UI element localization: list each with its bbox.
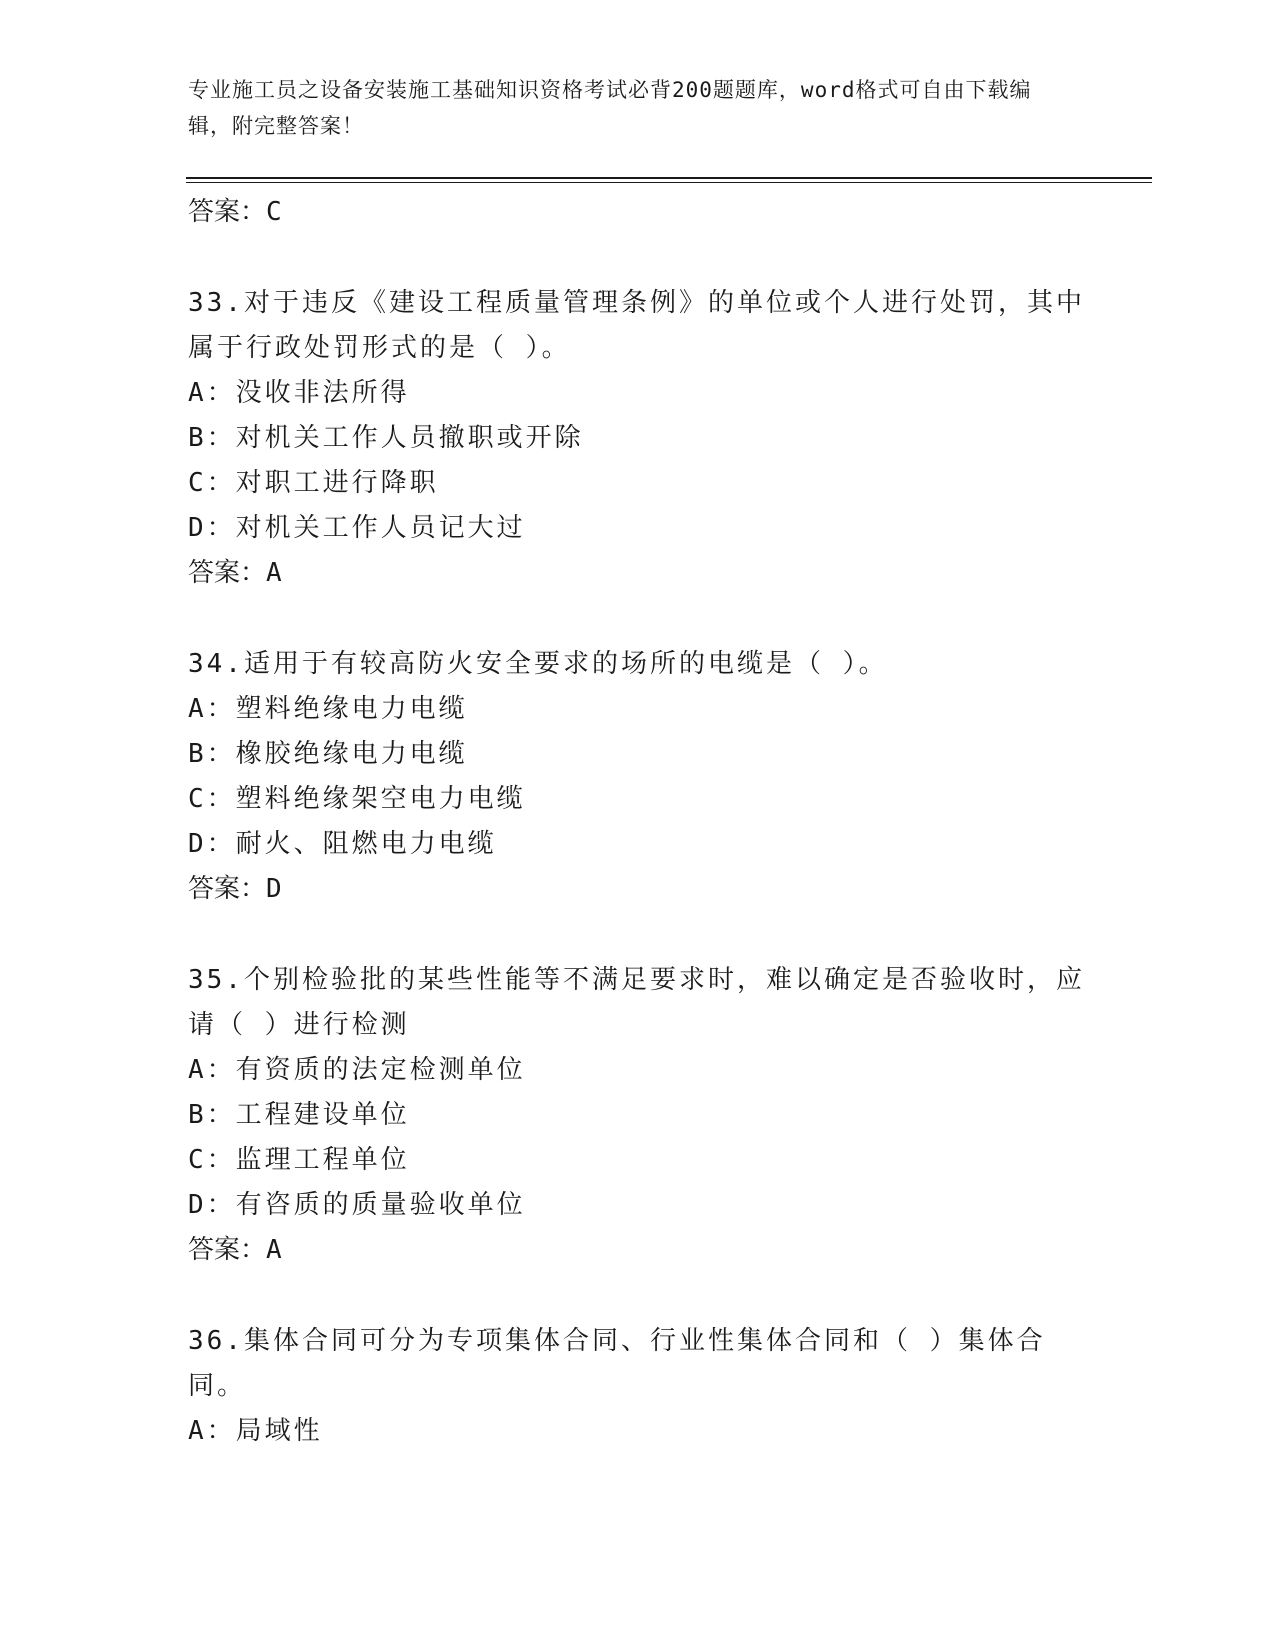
option-a: A：有资质的法定检测单位 <box>188 1055 526 1085</box>
option-b: B：工程建设单位 <box>188 1100 410 1130</box>
document-body <box>188 190 1088 1454</box>
question-text: 35.个别检验批的某些性能等不满足要求时，难以确定是否验收时，应请（ ）进行检测 <box>188 965 1085 1040</box>
answer-line <box>188 1228 1088 1273</box>
answer-label: 答案： <box>188 1235 267 1265</box>
question-33 <box>188 281 1088 596</box>
option-b: B：对机关工作人员撤职或开除 <box>188 423 584 453</box>
answer-line <box>188 551 1088 596</box>
option-d: D：对机关工作人员记大过 <box>188 513 526 543</box>
option-a: A：局域性 <box>188 1416 323 1446</box>
option-b: B：橡胶绝缘电力电缆 <box>188 739 468 769</box>
answer-line <box>188 190 1088 235</box>
option-d: D：有咨质的质量验收单位 <box>188 1190 526 1220</box>
spacer <box>188 596 1088 642</box>
answer-value: C <box>266 197 282 227</box>
answer-label: 答案： <box>188 558 267 588</box>
spacer <box>188 912 1088 958</box>
spacer <box>188 235 1088 281</box>
question-36 <box>188 1319 1088 1454</box>
answer-line <box>188 867 1088 912</box>
answer-value: D <box>266 874 282 904</box>
question-text: 36.集体合同可分为专项集体合同、行业性集体合同和（ ）集体合同。 <box>188 1326 1046 1401</box>
question-text: 34.适用于有较高防火安全要求的场所的电缆是（ ）。 <box>188 649 888 679</box>
option-d: D：耐火、阻燃电力电缆 <box>188 829 497 859</box>
header-divider-thin <box>186 182 1152 183</box>
answer-value: A <box>266 558 282 588</box>
option-c: C：监理工程单位 <box>188 1145 410 1175</box>
answer-label: 答案： <box>188 874 267 904</box>
option-c: C：塑料绝缘架空电力电缆 <box>188 784 526 814</box>
option-a: A：没收非法所得 <box>188 378 410 408</box>
question-35 <box>188 958 1088 1273</box>
question-34 <box>188 642 1088 912</box>
question-text: 33.对于违反《建设工程质量管理条例》的单位或个人进行处罚，其中属于行政处罚形式的是（ ）。 <box>188 288 1085 363</box>
document-header: 专业施工员之设备安装施工基础知识资格考试必背200题题库，word格式可自由下载编辑，附完整答案！ <box>188 78 1032 138</box>
spacer <box>188 1273 1088 1319</box>
answer-label: 答案： <box>188 197 267 227</box>
answer-value: A <box>266 1235 282 1265</box>
option-c: C：对职工进行降职 <box>188 468 439 498</box>
header-divider <box>186 177 1152 179</box>
option-a: A：塑料绝缘电力电缆 <box>188 694 468 724</box>
